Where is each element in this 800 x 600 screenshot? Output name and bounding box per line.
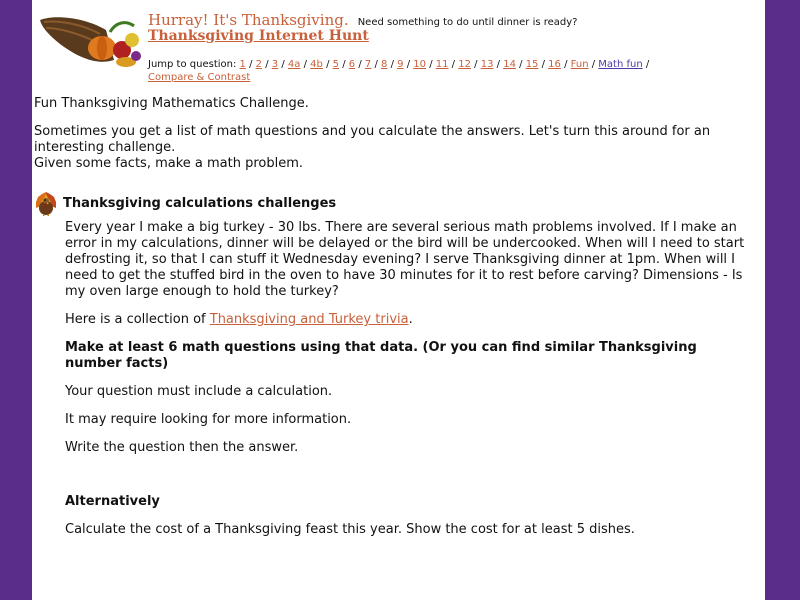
page-content — [32, 0, 765, 600]
page-header — [32, 0, 765, 90]
jump-link-7[interactable]: 7 — [364, 59, 372, 70]
jump-link-3[interactable]: 3 — [271, 59, 279, 70]
turkey-paragraph: Every year I make a big turkey - 30 lbs. There are several serious math problems involved. If I make an error in my calculations, dinner will be delayed or the bird will be undercooked. When will I need to start defrosting it, so that I can stuff it Wednesday evening? I serve Thanksgiving dinner at 1pm. When will I need to get the stuffed bird in the oven to have 30 minutes for it to rest before carving? Dimensions - Is my oven large enough to hold the turkey? — [65, 220, 745, 299]
hurray-punctuation: . — [343, 11, 349, 29]
hurray-heading: Hurray! It's Thanksgiving — [148, 11, 344, 29]
calculations-challenges-title: Thanksgiving calculations challenges — [63, 196, 337, 211]
jump-link-1[interactable]: 1 — [239, 59, 246, 70]
main-content — [32, 96, 752, 538]
jump-link-16[interactable]: 16 — [548, 59, 561, 70]
jump-link-4b[interactable]: 4b — [310, 59, 323, 70]
jump-link-4a[interactable]: 4a — [287, 59, 301, 70]
jump-link-fun[interactable]: Fun — [570, 59, 589, 70]
turkey-icon — [34, 190, 58, 216]
intro-text: Sometimes you get a list of math questions and you calculate the answers. Let's turn this around for an interesting challenge. — [34, 124, 711, 155]
header-title-line — [148, 10, 578, 29]
jump-link-9[interactable]: 9 — [397, 59, 404, 70]
task-instruction: Make at least 6 math questions using that data. (Or you can find similar Thanksgiving number facts) — [65, 340, 697, 371]
jump-link-8[interactable]: 8 — [381, 59, 388, 70]
jump-link-2[interactable]: 2 — [255, 59, 263, 70]
calculations-header — [32, 190, 752, 216]
jump-to-question-nav: Jump to question: 1 / 2 / 3 / 4a / 4b / 5 / 6 / 7 / 8 / 9 / 10 / 11 / 12 / 13 / 14 / 15 / 16 / Fun / Math fun / Compare & Contrast — [148, 59, 650, 83]
jump-link-6[interactable]: 6 — [348, 59, 356, 70]
jump-link-12[interactable]: 12 — [458, 59, 471, 70]
alternatively-heading: Alternatively — [65, 494, 160, 509]
jump-link-15[interactable]: 15 — [525, 59, 539, 70]
jump-link-11[interactable]: 11 — [435, 59, 449, 70]
jump-label: Jump to question: — [148, 59, 237, 70]
intro-text-2: Given some facts, make a math problem. — [34, 156, 304, 171]
alternative-task: Calculate the cost of a Thanksgiving feast this year. Show the cost for at least 5 dishes. — [65, 522, 635, 537]
collection-line — [65, 312, 752, 328]
requirement-more-info: It may require looking for more information. — [65, 412, 352, 427]
jump-link-compare-contrast[interactable]: Compare & Contrast — [148, 72, 251, 83]
collection-suffix: . — [408, 312, 413, 327]
trivia-link[interactable]: Thanksgiving and Turkey trivia — [209, 312, 409, 327]
requirement-calculation: Your question must include a calculation. — [65, 384, 333, 399]
challenge-body — [65, 220, 752, 538]
internet-hunt-title[interactable]: Thanksgiving Internet Hunt — [148, 28, 369, 44]
collection-prefix: Here is a collection of — [65, 312, 210, 327]
jump-link-13[interactable]: 13 — [480, 59, 494, 70]
jump-link-14[interactable]: 14 — [503, 59, 516, 70]
requirement-question-answer: Write the question then the answer. — [65, 440, 299, 455]
jump-link-5[interactable]: 5 — [332, 59, 340, 70]
dinner-tagline: Need something to do until dinner is ready? — [357, 17, 578, 28]
jump-link-math-fun[interactable]: Math fun — [598, 59, 643, 70]
jump-link-10[interactable]: 10 — [413, 59, 426, 70]
cornucopia-logo — [36, 10, 144, 70]
challenge-heading: Fun Thanksgiving Mathematics Challenge. — [34, 96, 309, 111]
